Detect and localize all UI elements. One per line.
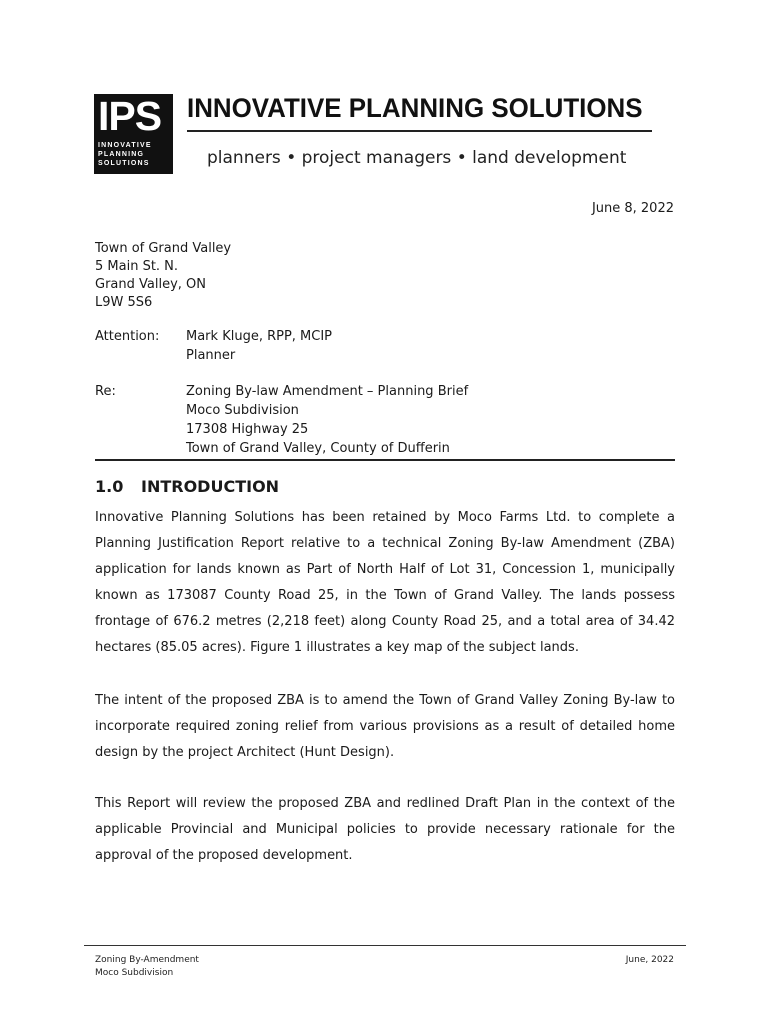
re-line: Town of Grand Valley, County of Dufferin: [186, 441, 450, 456]
attention-line: Planner: [186, 348, 236, 363]
logo-mark: IPS: [98, 93, 162, 139]
footer-divider: [84, 945, 686, 946]
address-line: Town of Grand Valley: [95, 241, 232, 256]
attention-label: Attention:: [95, 329, 160, 344]
company-logo: [94, 94, 173, 174]
address-line: Grand Valley, ON: [95, 277, 206, 292]
letter-date: June 8, 2022: [591, 201, 674, 216]
re-line: Zoning By-law Amendment – Planning Brief: [186, 384, 469, 399]
attention-line: Mark Kluge, RPP, MCIP: [186, 329, 333, 344]
re-label: Re:: [95, 384, 116, 399]
company-name-rule: [187, 130, 652, 132]
footer-left: [95, 954, 199, 980]
re-line: Moco Subdivision: [186, 403, 299, 418]
address-line: L9W 5S6: [95, 295, 153, 310]
footer-line: Zoning By-Amendment: [95, 955, 199, 965]
company-name: INNOVATIVE PLANNING SOLUTIONS: [187, 93, 643, 123]
address-line: 5 Main St. N.: [95, 259, 179, 274]
recipient-address: [95, 240, 231, 312]
section-number: 1.0: [95, 477, 124, 496]
re-line: 17308 Highway 25: [186, 422, 309, 437]
intro-paragraph-1: Innovative Planning Solutions has been retained by Moco Farms Ltd. to complete a Planning Justification Report relative to a technical Zoning By-law Amendment (ZBA) application for lands known as Part of North Half of Lot 31, Concession 1, municipally known as 173087 County Road 25, in the Town of Grand Valley. The lands possess frontage of 676.2 metres (2,218 feet) along County Road 25, and a total area of 34.42 hectares (85.05 acres). Figure 1 illustrates a key map of the subject lands.: [95, 510, 675, 655]
section-heading: [95, 476, 279, 498]
footer-line: Moco Subdivision: [95, 968, 174, 978]
section-title: INTRODUCTION: [141, 477, 280, 496]
tagline: planners • project managers • land development: [207, 148, 627, 168]
intro-paragraph-2: The intent of the proposed ZBA is to amend the Town of Grand Valley Zoning By-law to incorporate required zoning relief from various provisions as a result of detailed home design by the project Architect (Hunt Design).: [95, 693, 675, 760]
logo-subtext: INNOVATIVE PLANNING SOLUTIONS: [98, 142, 152, 167]
re-divider: [95, 459, 675, 461]
intro-paragraph-3: This Report will review the proposed ZBA and redlined Draft Plan in the context of the applicable Provincial and Municipal policies to provide necessary rationale for the approval of the proposed development.: [95, 796, 675, 863]
footer-date: June, 2022: [625, 955, 674, 965]
